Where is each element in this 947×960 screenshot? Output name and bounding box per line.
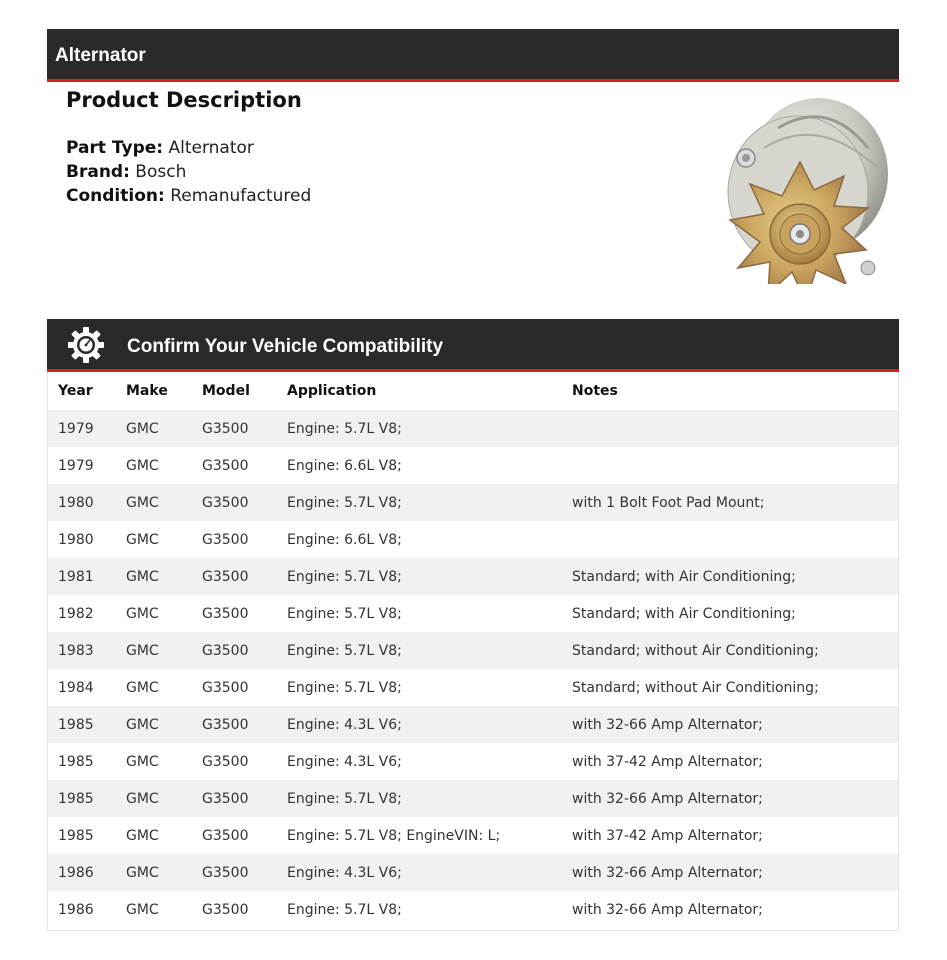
cell-notes: with 32-66 Amp Alternator; <box>572 891 898 928</box>
cell-notes: with 37-42 Amp Alternator; <box>572 817 898 854</box>
cell-model: G3500 <box>202 521 287 558</box>
cell-year: 1985 <box>48 780 126 817</box>
product-description-title: Product Description <box>66 88 302 112</box>
cell-model: G3500 <box>202 780 287 817</box>
cell-application: Engine: 5.7L V8; <box>287 632 572 669</box>
table-row <box>48 410 898 447</box>
table-row <box>48 521 898 558</box>
compatibility-table-wrapper <box>47 372 899 931</box>
attribute-label: Condition: <box>66 186 165 206</box>
table-row <box>48 595 898 632</box>
cell-application: Engine: 5.7L V8; <box>287 891 572 928</box>
cell-year: 1985 <box>48 706 126 743</box>
cell-notes <box>572 521 898 558</box>
attribute-value: Bosch <box>135 162 187 182</box>
product-attributes <box>66 136 311 208</box>
cell-make: GMC <box>126 484 202 521</box>
cell-model: G3500 <box>202 484 287 521</box>
alternator-image <box>718 88 894 284</box>
column-header-model: Model <box>202 383 250 399</box>
attribute-label: Part Type: <box>66 138 164 158</box>
cell-make: GMC <box>126 817 202 854</box>
table-row <box>48 706 898 743</box>
cell-make: GMC <box>126 780 202 817</box>
table-row <box>48 484 898 521</box>
cell-make: GMC <box>126 632 202 669</box>
cell-year: 1979 <box>48 447 126 484</box>
table-row <box>48 743 898 780</box>
cell-application: Engine: 5.7L V8; <box>287 410 572 447</box>
table-row <box>48 891 898 928</box>
cell-notes: with 37-42 Amp Alternator; <box>572 743 898 780</box>
cell-notes: Standard; without Air Conditioning; <box>572 632 898 669</box>
cell-application: Engine: 4.3L V6; <box>287 854 572 891</box>
table-header-row <box>48 372 898 410</box>
cell-notes: Standard; with Air Conditioning; <box>572 558 898 595</box>
cell-model: G3500 <box>202 632 287 669</box>
cell-make: GMC <box>126 558 202 595</box>
table-row <box>48 669 898 706</box>
compatibility-title: Confirm Your Vehicle Compatibility <box>127 336 444 357</box>
cell-make: GMC <box>126 891 202 928</box>
cell-application: Engine: 4.3L V6; <box>287 706 572 743</box>
cell-year: 1986 <box>48 854 126 891</box>
attribute-value: Remanufactured <box>170 186 312 206</box>
attribute-condition <box>66 184 311 208</box>
table-body <box>48 410 898 928</box>
cell-make: GMC <box>126 521 202 558</box>
cell-year: 1982 <box>48 595 126 632</box>
cell-application: Engine: 5.7L V8; <box>287 558 572 595</box>
cell-model: G3500 <box>202 817 287 854</box>
gear-icon <box>67 326 105 364</box>
cell-application: Engine: 6.6L V8; <box>287 521 572 558</box>
cell-notes: with 1 Bolt Foot Pad Mount; <box>572 484 898 521</box>
cell-model: G3500 <box>202 669 287 706</box>
cell-year: 1984 <box>48 669 126 706</box>
table-row <box>48 817 898 854</box>
cell-model: G3500 <box>202 706 287 743</box>
cell-year: 1986 <box>48 891 126 928</box>
cell-notes: with 32-66 Amp Alternator; <box>572 780 898 817</box>
cell-notes: Standard; without Air Conditioning; <box>572 669 898 706</box>
cell-year: 1985 <box>48 743 126 780</box>
cell-make: GMC <box>126 447 202 484</box>
table-row <box>48 447 898 484</box>
column-header-make: Make <box>126 383 168 399</box>
cell-application: Engine: 5.7L V8; <box>287 780 572 817</box>
cell-year: 1981 <box>48 558 126 595</box>
table-row <box>48 780 898 817</box>
cell-model: G3500 <box>202 595 287 632</box>
cell-make: GMC <box>126 669 202 706</box>
column-header-notes: Notes <box>572 383 618 399</box>
cell-make: GMC <box>126 706 202 743</box>
cell-year: 1980 <box>48 484 126 521</box>
table-row <box>48 558 898 595</box>
cell-application: Engine: 5.7L V8; <box>287 669 572 706</box>
cell-model: G3500 <box>202 854 287 891</box>
cell-year: 1980 <box>48 521 126 558</box>
cell-model: G3500 <box>202 447 287 484</box>
compatibility-table <box>48 372 898 928</box>
product-header-bar <box>47 29 899 82</box>
column-header-application: Application <box>287 383 377 399</box>
cell-application: Engine: 5.7L V8; <box>287 484 572 521</box>
cell-notes: with 32-66 Amp Alternator; <box>572 706 898 743</box>
cell-year: 1985 <box>48 817 126 854</box>
cell-year: 1979 <box>48 410 126 447</box>
cell-year: 1983 <box>48 632 126 669</box>
cell-make: GMC <box>126 854 202 891</box>
attribute-label: Brand: <box>66 162 130 182</box>
cell-notes: with 32-66 Amp Alternator; <box>572 854 898 891</box>
cell-model: G3500 <box>202 558 287 595</box>
cell-make: GMC <box>126 410 202 447</box>
cell-make: GMC <box>126 595 202 632</box>
cell-model: G3500 <box>202 410 287 447</box>
product-header-title: Alternator <box>55 45 146 66</box>
cell-application: Engine: 5.7L V8; EngineVIN: L; <box>287 817 572 854</box>
cell-model: G3500 <box>202 743 287 780</box>
attribute-brand <box>66 160 311 184</box>
table-row <box>48 854 898 891</box>
cell-make: GMC <box>126 743 202 780</box>
cell-model: G3500 <box>202 891 287 928</box>
compatibility-header-bar <box>47 319 899 372</box>
table-row <box>48 632 898 669</box>
attribute-value: Alternator <box>168 138 254 158</box>
cell-notes <box>572 410 898 447</box>
cell-notes: Standard; with Air Conditioning; <box>572 595 898 632</box>
cell-application: Engine: 4.3L V6; <box>287 743 572 780</box>
cell-application: Engine: 6.6L V8; <box>287 447 572 484</box>
cell-notes <box>572 447 898 484</box>
cell-application: Engine: 5.7L V8; <box>287 595 572 632</box>
column-header-year: Year <box>58 383 93 399</box>
attribute-part-type <box>66 136 311 160</box>
